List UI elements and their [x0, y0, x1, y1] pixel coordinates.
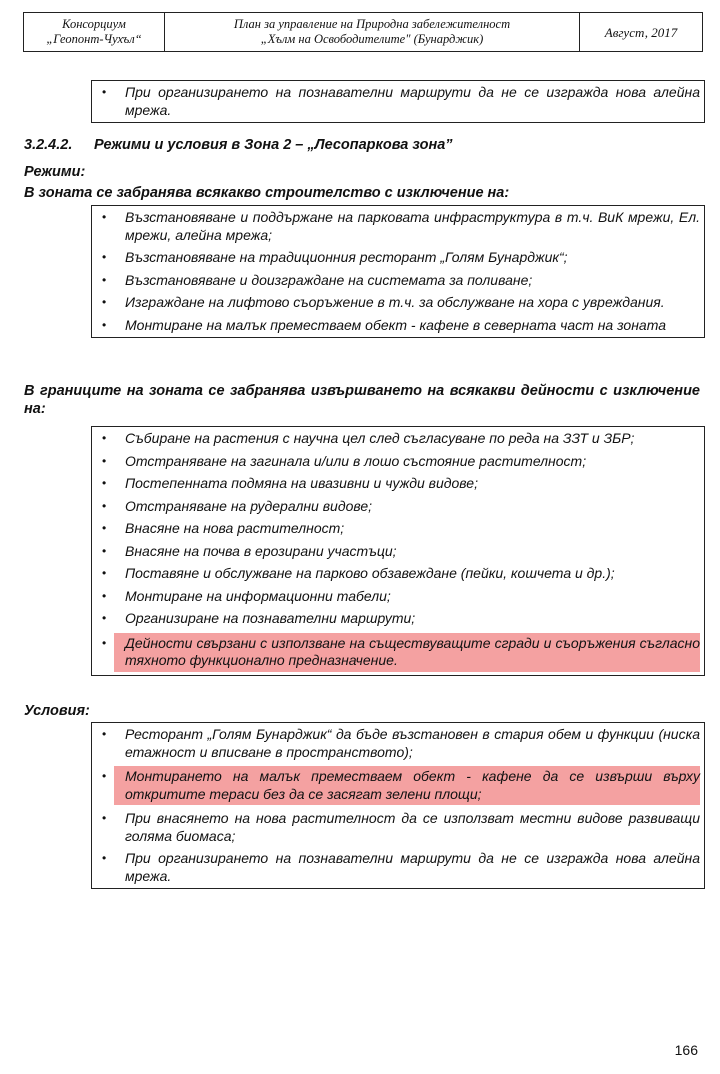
list-item: • Поставяне и обслужване на парково обзавеждане (пейки, кошчета и др.); — [102, 565, 615, 581]
title-line2: „Хълм на Освободителите" (Бунарджик) — [260, 32, 484, 46]
list-item: • Внасяне на почва в ерозирани участъци; — [102, 542, 397, 559]
bullet-icon: • — [102, 811, 107, 825]
bullet-icon: • — [102, 476, 107, 490]
list-item: • Възстановяване и доизграждане на системата за поливане; — [102, 271, 533, 288]
list-item: • Отстраняване на загинала и/или в лошо състояние растителност; — [102, 452, 587, 469]
paragraph-activities: В границите на зоната се забранява извършването на всякакви дейности с изключение на: — [24, 383, 700, 417]
list-item: • Внасяне на нова растителност; — [102, 520, 345, 536]
bullet-icon: • — [102, 498, 107, 513]
section-heading — [24, 136, 453, 154]
bullet-icon: • — [102, 727, 107, 741]
section-number: 3.2.4.2. — [24, 137, 73, 153]
header-organization — [24, 13, 165, 51]
header-date: Август, 2017 — [604, 24, 678, 40]
list-item: • Монтиране на малък преместваем обект - кафене в северната част на зоната — [102, 316, 667, 333]
header-title — [165, 13, 580, 51]
bullet-icon: • — [102, 85, 107, 99]
list-item: • Организиране на познавателни маршрути; — [102, 610, 416, 626]
list-item: • Постепенната подмяна на ивазивни и чужди видове; — [102, 475, 478, 491]
list-item: • Ресторант „Голям Бунарджик“ да бъде възстановен в стария обем и функции (ниска етажност и вписване в пространството); — [102, 726, 700, 760]
box-conditions — [91, 722, 705, 889]
bullet-icon: • — [102, 250, 107, 264]
regimes-label: Режими: — [24, 164, 86, 180]
list-item: • Възстановяване на традиционния ресторант „Голям Бунарджик“; — [102, 249, 568, 265]
list-item: • Събиране на растения с научна цел след съгласуване по реда на ЗЗТ и ЗБР; — [102, 430, 635, 446]
page-header — [23, 12, 703, 52]
list-item: • Монтиране на информационни табели; — [102, 587, 391, 604]
bullet-icon: • — [102, 272, 107, 287]
highlighted-list-item: • Дейности свързани с използване на съществуващите сгради и съоръжения съгласно тяхното функционално предназначение. — [114, 633, 700, 672]
list-item: • Възстановяване и поддържане на парковата инфраструктура в т.ч. ВиК мрежи, Ел. мрежи, алейна мрежа; — [102, 209, 700, 243]
bullet-icon: • — [102, 431, 107, 445]
list-item: • При внасянето на нова растителност да се използват местни видове развиващи голяма биомаса; — [102, 810, 700, 844]
bullet-icon: • — [102, 588, 107, 603]
bullet-icon: • — [102, 543, 107, 558]
bullet-icon: • — [102, 295, 107, 309]
bullet-icon: • — [102, 566, 107, 580]
paragraph-construction: В зоната се забранява всякакво строителство с изключение на: — [24, 185, 510, 201]
bullet-icon: • — [102, 210, 107, 224]
highlighted-list-item: • Монтирането на малък преместваем обект - кафене да се извърши върху откритите тераси без да се засягат зелени площи; — [114, 766, 700, 805]
page-number: 166 — [674, 1042, 698, 1058]
list-item: • Отстраняване на рудерални видове; — [102, 497, 373, 514]
box-activity-exceptions — [91, 426, 705, 676]
box-top — [91, 80, 705, 123]
list-item: • При организирането на познавателни маршрути да не се изгражда нова алейна мрежа. — [102, 850, 700, 884]
bullet-icon: • — [102, 611, 107, 625]
title-line1: План за управление на Природна забележителност — [233, 17, 511, 31]
bullet-icon: • — [102, 453, 107, 468]
org-line2: „Геопонт-Чухъл“ — [46, 32, 142, 46]
list-item: • Изграждане на лифтово съоръжение в т.ч. за обслужване на хора с увреждания. — [102, 294, 665, 310]
section-title: Режими и условия в Зона 2 – „Лесопаркова зона” — [94, 137, 453, 153]
bullet-icon: • — [102, 769, 107, 783]
box-construction-exceptions — [91, 205, 705, 338]
bullet-icon: • — [102, 317, 107, 332]
org-line1: Консорциум — [62, 17, 126, 31]
bullet-icon: • — [102, 521, 107, 535]
bullet-icon: • — [102, 635, 107, 650]
bullet-icon: • — [102, 851, 107, 865]
conditions-label: Условия: — [24, 703, 90, 719]
list-item: • При организирането на познавателни маршрути да не се изгражда нова алейна мрежа. — [102, 84, 700, 118]
